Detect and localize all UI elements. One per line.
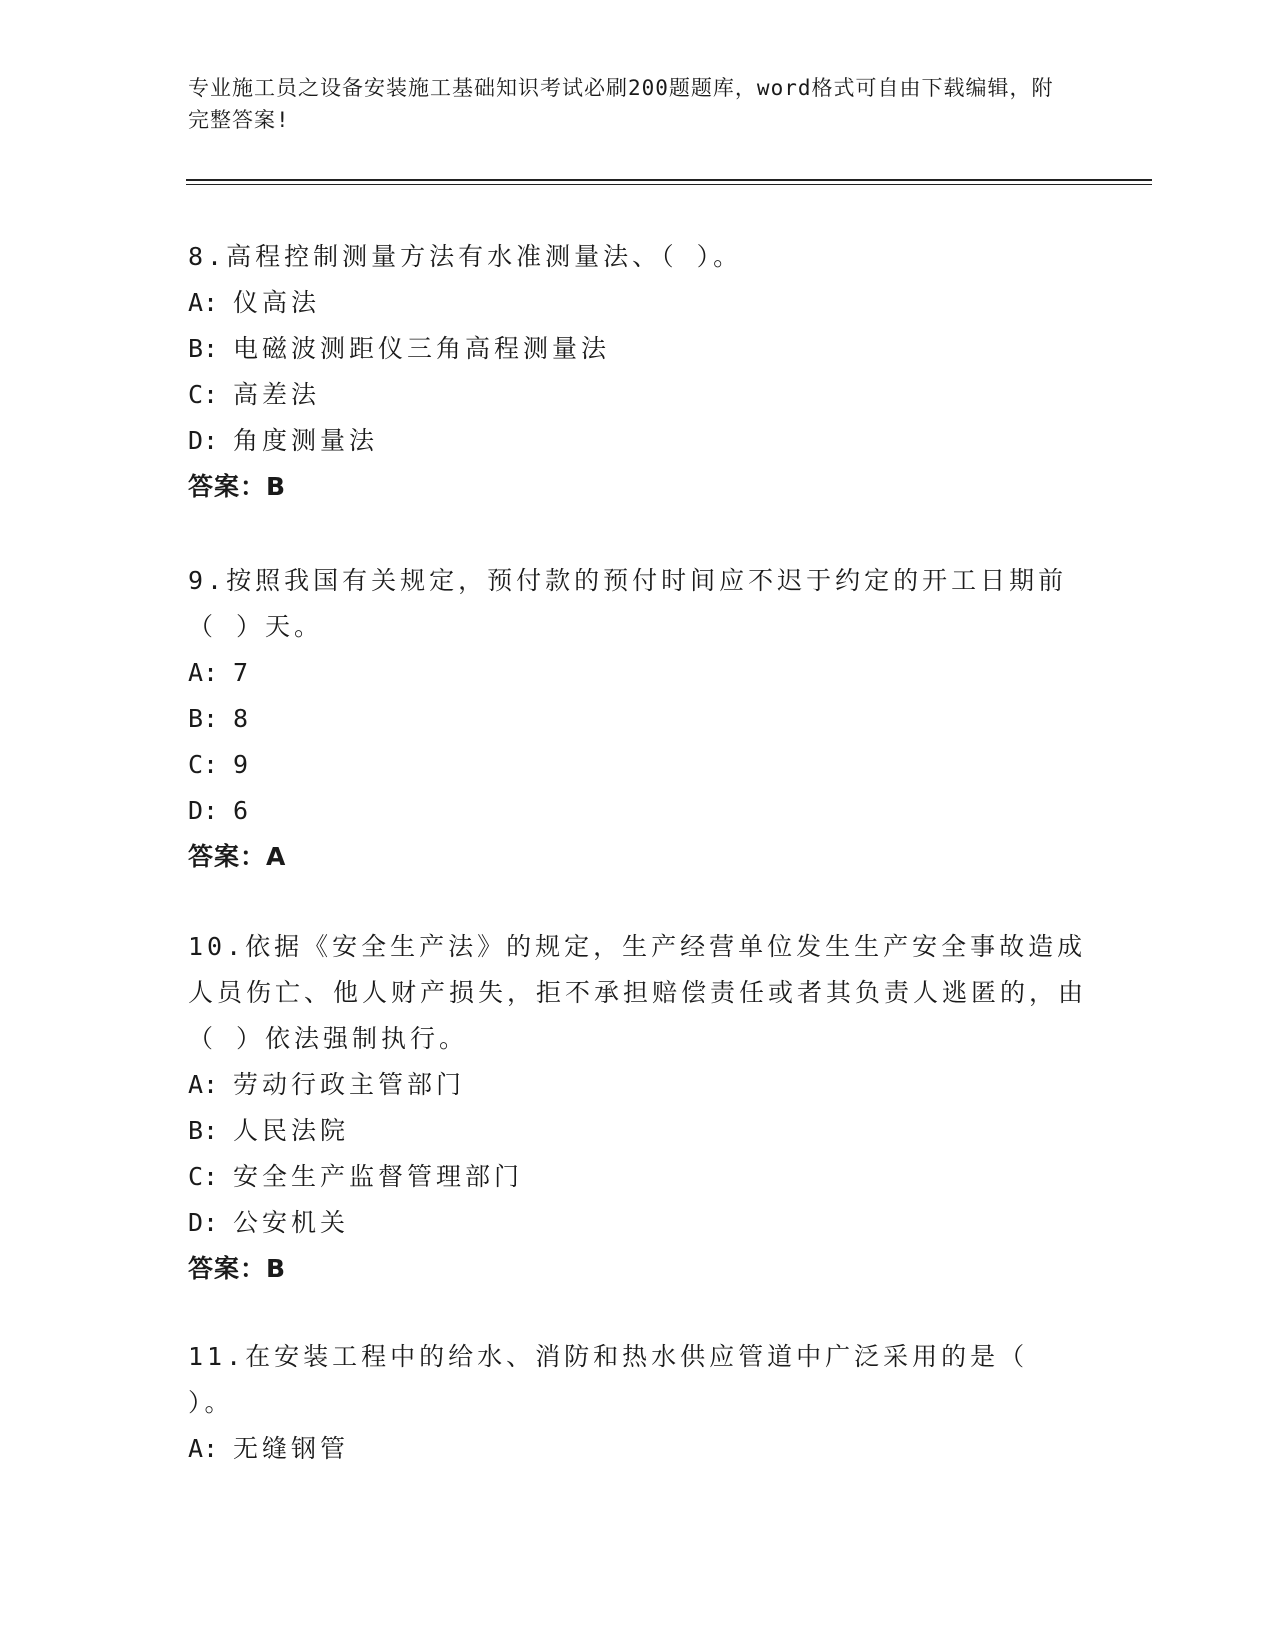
option-letter: B: bbox=[188, 334, 219, 363]
option-letter: A: bbox=[188, 1434, 219, 1463]
option-text: 电磁波测距仪三角高程测量法 bbox=[233, 334, 611, 363]
question-11 bbox=[188, 1334, 1088, 1472]
option-letter: C: bbox=[188, 380, 219, 409]
option-text: 7 bbox=[233, 658, 253, 687]
option-text: 8 bbox=[233, 704, 253, 733]
option-letter: D: bbox=[188, 796, 219, 825]
option-letter: A: bbox=[188, 658, 219, 687]
option-b bbox=[188, 326, 1088, 372]
option-c bbox=[188, 372, 1088, 418]
option-c bbox=[188, 742, 1088, 788]
option-letter: C: bbox=[188, 750, 219, 779]
question-9 bbox=[188, 558, 1088, 880]
option-text: 高差法 bbox=[233, 380, 321, 409]
question-stem: 8.高程控制测量方法有水准测量法、（ ）。 bbox=[188, 242, 743, 271]
header-divider-thin bbox=[186, 184, 1152, 185]
option-text: 人民法院 bbox=[233, 1116, 350, 1145]
option-letter: D: bbox=[188, 426, 219, 455]
option-b bbox=[188, 696, 1088, 742]
option-text: 角度测量法 bbox=[233, 426, 379, 455]
option-a bbox=[188, 280, 1088, 326]
option-text: 公安机关 bbox=[233, 1208, 350, 1237]
option-text: 安全生产监督管理部门 bbox=[233, 1162, 524, 1191]
option-text: 6 bbox=[233, 796, 253, 825]
option-a bbox=[188, 650, 1088, 696]
question-stem: 11.在安装工程中的给水、消防和热水供应管道中广泛采用的是（ ）。 bbox=[188, 1342, 1029, 1417]
option-text: 无缝钢管 bbox=[233, 1434, 350, 1463]
option-d bbox=[188, 788, 1088, 834]
option-letter: A: bbox=[188, 1070, 219, 1099]
option-letter: C: bbox=[188, 1162, 219, 1191]
option-text: 仪高法 bbox=[233, 288, 321, 317]
header-divider-thick bbox=[186, 179, 1152, 181]
question-stem: 10.依据《安全生产法》的规定，生产经营单位发生生产安全事故造成人员伤亡、他人财产损失，拒不承担赔偿责任或者其负责人逃匿的，由（ ）依法强制执行。 bbox=[188, 932, 1088, 1053]
option-letter: D: bbox=[188, 1208, 219, 1237]
option-b bbox=[188, 1108, 1088, 1154]
option-d bbox=[188, 418, 1088, 464]
option-a bbox=[188, 1062, 1088, 1108]
answer-line: 答案：B bbox=[188, 1254, 287, 1283]
answer-line: 答案：B bbox=[188, 472, 287, 501]
option-text: 9 bbox=[233, 750, 253, 779]
option-c bbox=[188, 1154, 1088, 1200]
question-stem: 9.按照我国有关规定，预付款的预付时间应不迟于约定的开工日期前（ ）天。 bbox=[188, 566, 1068, 641]
option-a bbox=[188, 1426, 1088, 1472]
option-text: 劳动行政主管部门 bbox=[233, 1070, 466, 1099]
document-header: 专业施工员之设备安装施工基础知识考试必刷200题题库，word格式可自由下载编辑，附完整答案! bbox=[188, 76, 1054, 132]
option-d bbox=[188, 1200, 1088, 1246]
answer-line: 答案：A bbox=[188, 842, 287, 871]
question-8 bbox=[188, 234, 1088, 510]
option-letter: B: bbox=[188, 1116, 219, 1145]
option-letter: A: bbox=[188, 288, 219, 317]
question-10 bbox=[188, 924, 1088, 1292]
option-letter: B: bbox=[188, 704, 219, 733]
